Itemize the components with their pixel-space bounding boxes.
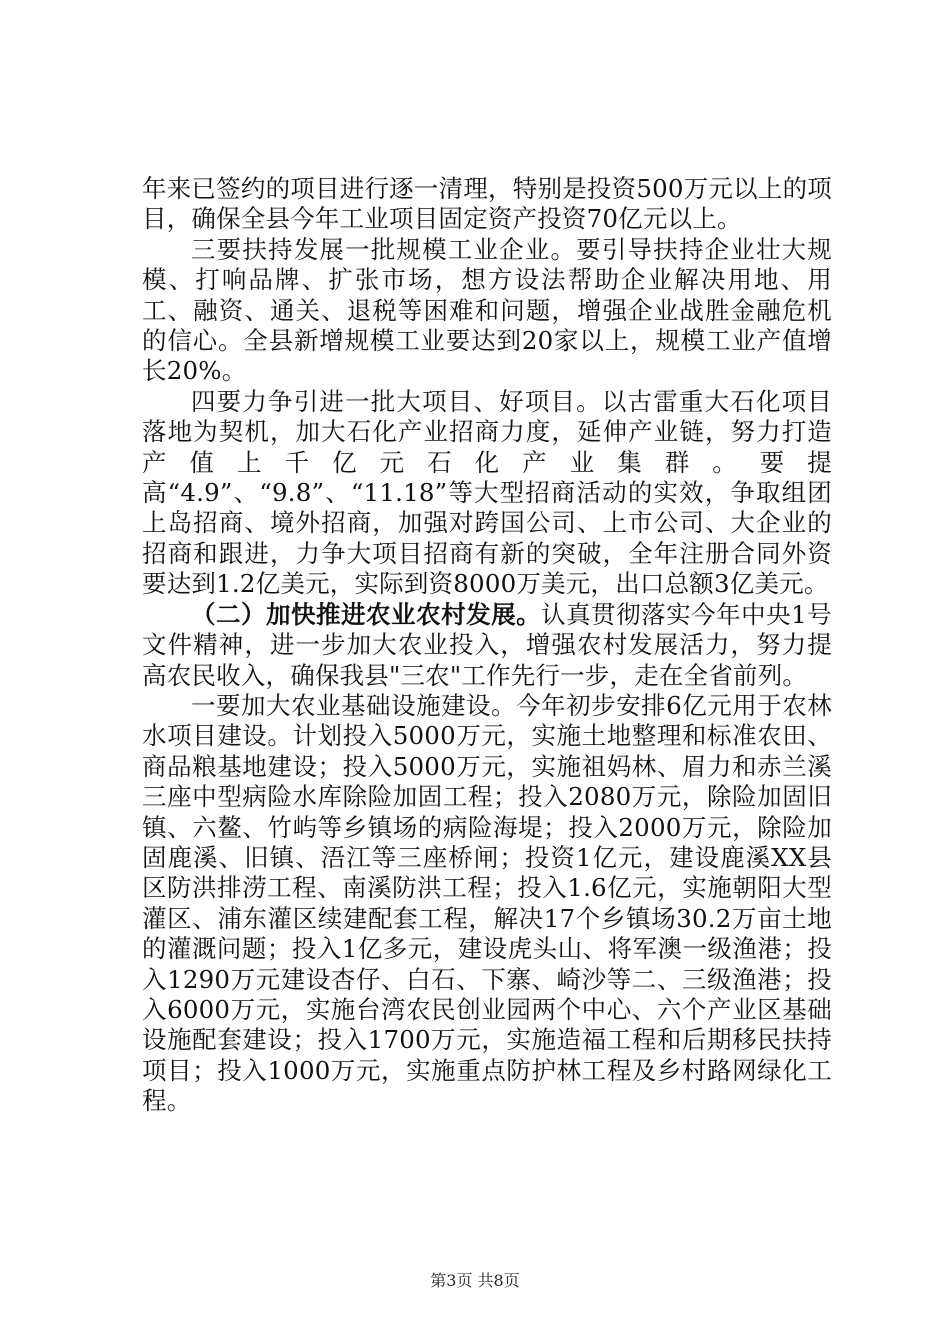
section-heading: （二）加快推进农业农村发展。 <box>191 599 542 629</box>
document-body <box>142 174 832 1117</box>
paragraph-4 <box>142 600 832 691</box>
paragraph-3-text: 四要力争引进一批大项目、好项目。以古雷重大石化项目落地为契机，加大石化产业招商力度，延伸产业链，努力打造产值上千亿元石化产业集群。要提高“4.9”、“9.8”、“11.18”等大型招商活动的实效，争取组团上岛招商、境外招商，加强对跨国公司、上市公司、大企业的招商和跟进，力争大项目招商有新的突破，全年注册合同外资要达到1.2亿美元，实际到资8000万美元，出口总额3亿美元。 <box>142 386 832 599</box>
paragraph-5-text: 一要加大农业基础设施建设。今年初步安排6亿元用于农林水项目建设。计划投入5000万元，实施土地整理和标准农田、商品粮基地建设；投入5000万元，实施祖妈林、眉力和赤兰溪三座中型病险水库除险加固工程；投入2080万元，除险加固旧镇、六鳌、竹屿等乡镇场的病险海堤；投入2000万元，除险加固鹿溪、旧镇、浯江等三座桥闸；投资1亿元，建设鹿溪XX县区防洪排涝工程、南溪防洪工程；投入1.6亿元，实施朝阳大型灌区、浦东灌区续建配套工程，解决17个乡镇场30.2万亩土地的灌溉问题；投入1亿多元，建设虎头山、将军澳一级渔港；投入1290万元建设杏仔、白石、下寨、崎沙等二、三级渔港；投入6000万元，实施台湾农民创业园两个中心、六个产业区基础设施配套建设；投入1700万元，实施造福工程和后期移民扶持项目；投入1000万元，实施重点防护林工程及乡村路网绿化工程。 <box>142 690 832 1116</box>
paragraph-3 <box>142 387 832 600</box>
paragraph-4-text: 认真贯彻落实今年中央1号文件精神，进一步加大农业投入，增强农村发展活力，努力提高农民收入，确保我县"三农"工作先行一步，走在全省前列。 <box>142 599 832 690</box>
paragraph-2-text: 三要扶持发展一批规模工业企业。要引导扶持企业壮大规模、打响品牌、扩张市场，想方设法帮助企业解决用地、用工、融资、通关、退税等困难和问题，增强企业战胜金融危机的信心。全县新增规模工业要达到20家以上，规模工业产值增长20%。 <box>142 234 832 386</box>
page-number-footer: 第3页 共8页 <box>430 1271 520 1290</box>
paragraph-1-text: 年来已签约的项目进行逐一清理，特别是投资500万元以上的项目，确保全县今年工业项目固定资产投资70亿元以上。 <box>142 174 832 234</box>
paragraph-2 <box>142 235 832 387</box>
paragraph-5 <box>142 691 832 1117</box>
paragraph-1 <box>142 174 832 235</box>
